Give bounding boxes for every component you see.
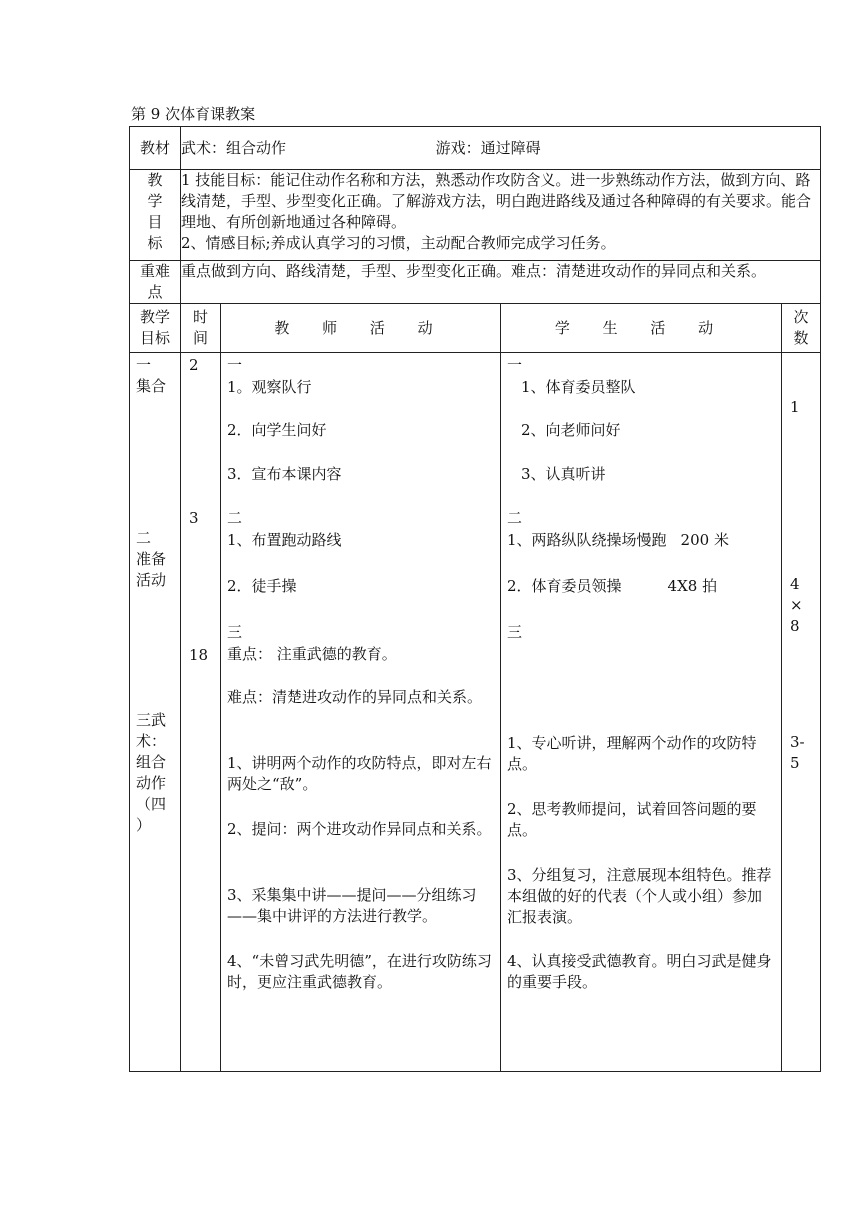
goal-row <box>130 170 821 261</box>
section2-count: 4 × 8 <box>790 575 803 635</box>
section3-time: 18 <box>189 646 209 664</box>
goal-skill: 1 技能目标：能记住动作名称和方法，熟悉动作攻防含义。进一步熟练动作方法，做到方向、路线清楚，手型、步型变化正确。了解游戏方法，明白跑进路线及通过各种障碍的有关要求。能合理地、有所创新地通过各种障碍。 <box>181 171 812 231</box>
goal-emotion: 2、情感目标;养成认真学习的习惯，主动配合教师完成学习任务。 <box>181 234 616 252</box>
student-item: 1、专心听讲，理解两个动作的攻防特点。 <box>507 734 757 773</box>
section1-label: 一 集合 <box>136 356 167 395</box>
section1-count: 1 <box>790 398 800 416</box>
student-item: 1、体育委员整队 <box>521 378 636 396</box>
student-head-3: 三 <box>507 623 523 641</box>
material-text: 武术：组合动作 <box>181 138 287 157</box>
teacher-head-3: 三 <box>227 623 243 641</box>
lesson-plan-table <box>129 126 821 1072</box>
teacher-item: 2．徒手操 <box>227 577 297 595</box>
material-row <box>130 127 821 170</box>
body-goal-col <box>130 353 181 1072</box>
key-points-row <box>130 261 821 304</box>
student-item: 4、认真接受武德教育。明白习武是健身的重要手段。 <box>507 952 772 991</box>
page-title: 第 9 次体育课教案 <box>131 105 256 123</box>
section1-time: 2 <box>189 356 199 374</box>
goal-content <box>181 170 821 261</box>
student-head-1: 一 <box>507 356 523 374</box>
teacher-item: 1、讲明两个动作的攻防特点，即对左右两处之“敌”。 <box>227 754 492 793</box>
section2-time: 3 <box>189 509 199 527</box>
body-count-col <box>782 353 821 1072</box>
teacher-item: 1。观察队行 <box>227 378 312 396</box>
header-count: 次 数 <box>782 304 821 353</box>
student-item: 1、两路纵队绕操场慢跑 200 米 <box>507 531 729 549</box>
goal-label: 教 学 目 标 <box>130 170 181 261</box>
section2-label: 二 准备 活动 <box>136 529 167 589</box>
material-content <box>181 127 821 170</box>
student-item: 3、分组复习，注意展现本组特色。推荐本组做的好的代表（个人或小组）参加汇报表演。 <box>507 866 772 926</box>
student-head-2: 二 <box>507 509 523 527</box>
body-teacher-col <box>221 353 501 1072</box>
body-student-col <box>501 353 782 1072</box>
teacher-item: 2．向学生问好 <box>227 421 327 439</box>
header-goal: 教学 目标 <box>130 304 181 353</box>
section3-label: 三武 术： 组合 动作 （四 ） <box>136 711 167 834</box>
student-item: 2、向老师问好 <box>521 421 621 439</box>
header-student: 学 生 活 动 <box>501 304 782 353</box>
header-row <box>130 304 821 353</box>
teacher-head-2: 二 <box>227 509 243 527</box>
teacher-item: 1、布置跑动路线 <box>227 531 342 549</box>
teacher-item: 3．宣布本课内容 <box>227 465 342 483</box>
teacher-key: 重点： 注重武德的教育。 <box>227 645 397 663</box>
teacher-item: 3、采集集中讲——提问——分组练习——集中讲评的方法进行教学。 <box>227 886 477 925</box>
student-item: 3、认真听讲 <box>521 465 606 483</box>
teacher-item: 4、“未曾习武先明德”，在进行攻防练习时，更应注重武德教育。 <box>227 952 492 991</box>
teacher-head-1: 一 <box>227 356 243 374</box>
body-time-col <box>181 353 221 1072</box>
teacher-item: 2、提问：两个进攻动作异同点和关系。 <box>227 820 492 838</box>
header-time: 时 间 <box>181 304 221 353</box>
material-label: 教材 <box>130 127 181 170</box>
teacher-difficulty: 难点：清楚进攻动作的异同点和关系。 <box>227 688 483 706</box>
section3-count: 3- 5 <box>790 733 805 772</box>
student-item: 2．体育委员领操 4X8 拍 <box>507 577 718 595</box>
header-teacher: 教 师 活 动 <box>221 304 501 353</box>
body-row <box>130 353 821 1072</box>
student-item: 2、思考教师提问，试着回答问题的要点。 <box>507 800 757 839</box>
key-points-content: 重点做到方向、路线清楚，手型、步型变化正确。难点：清楚进攻动作的异同点和关系。 <box>181 261 821 304</box>
game-text: 游戏：通过障碍 <box>435 138 541 157</box>
key-points-label: 重难 点 <box>130 261 181 304</box>
